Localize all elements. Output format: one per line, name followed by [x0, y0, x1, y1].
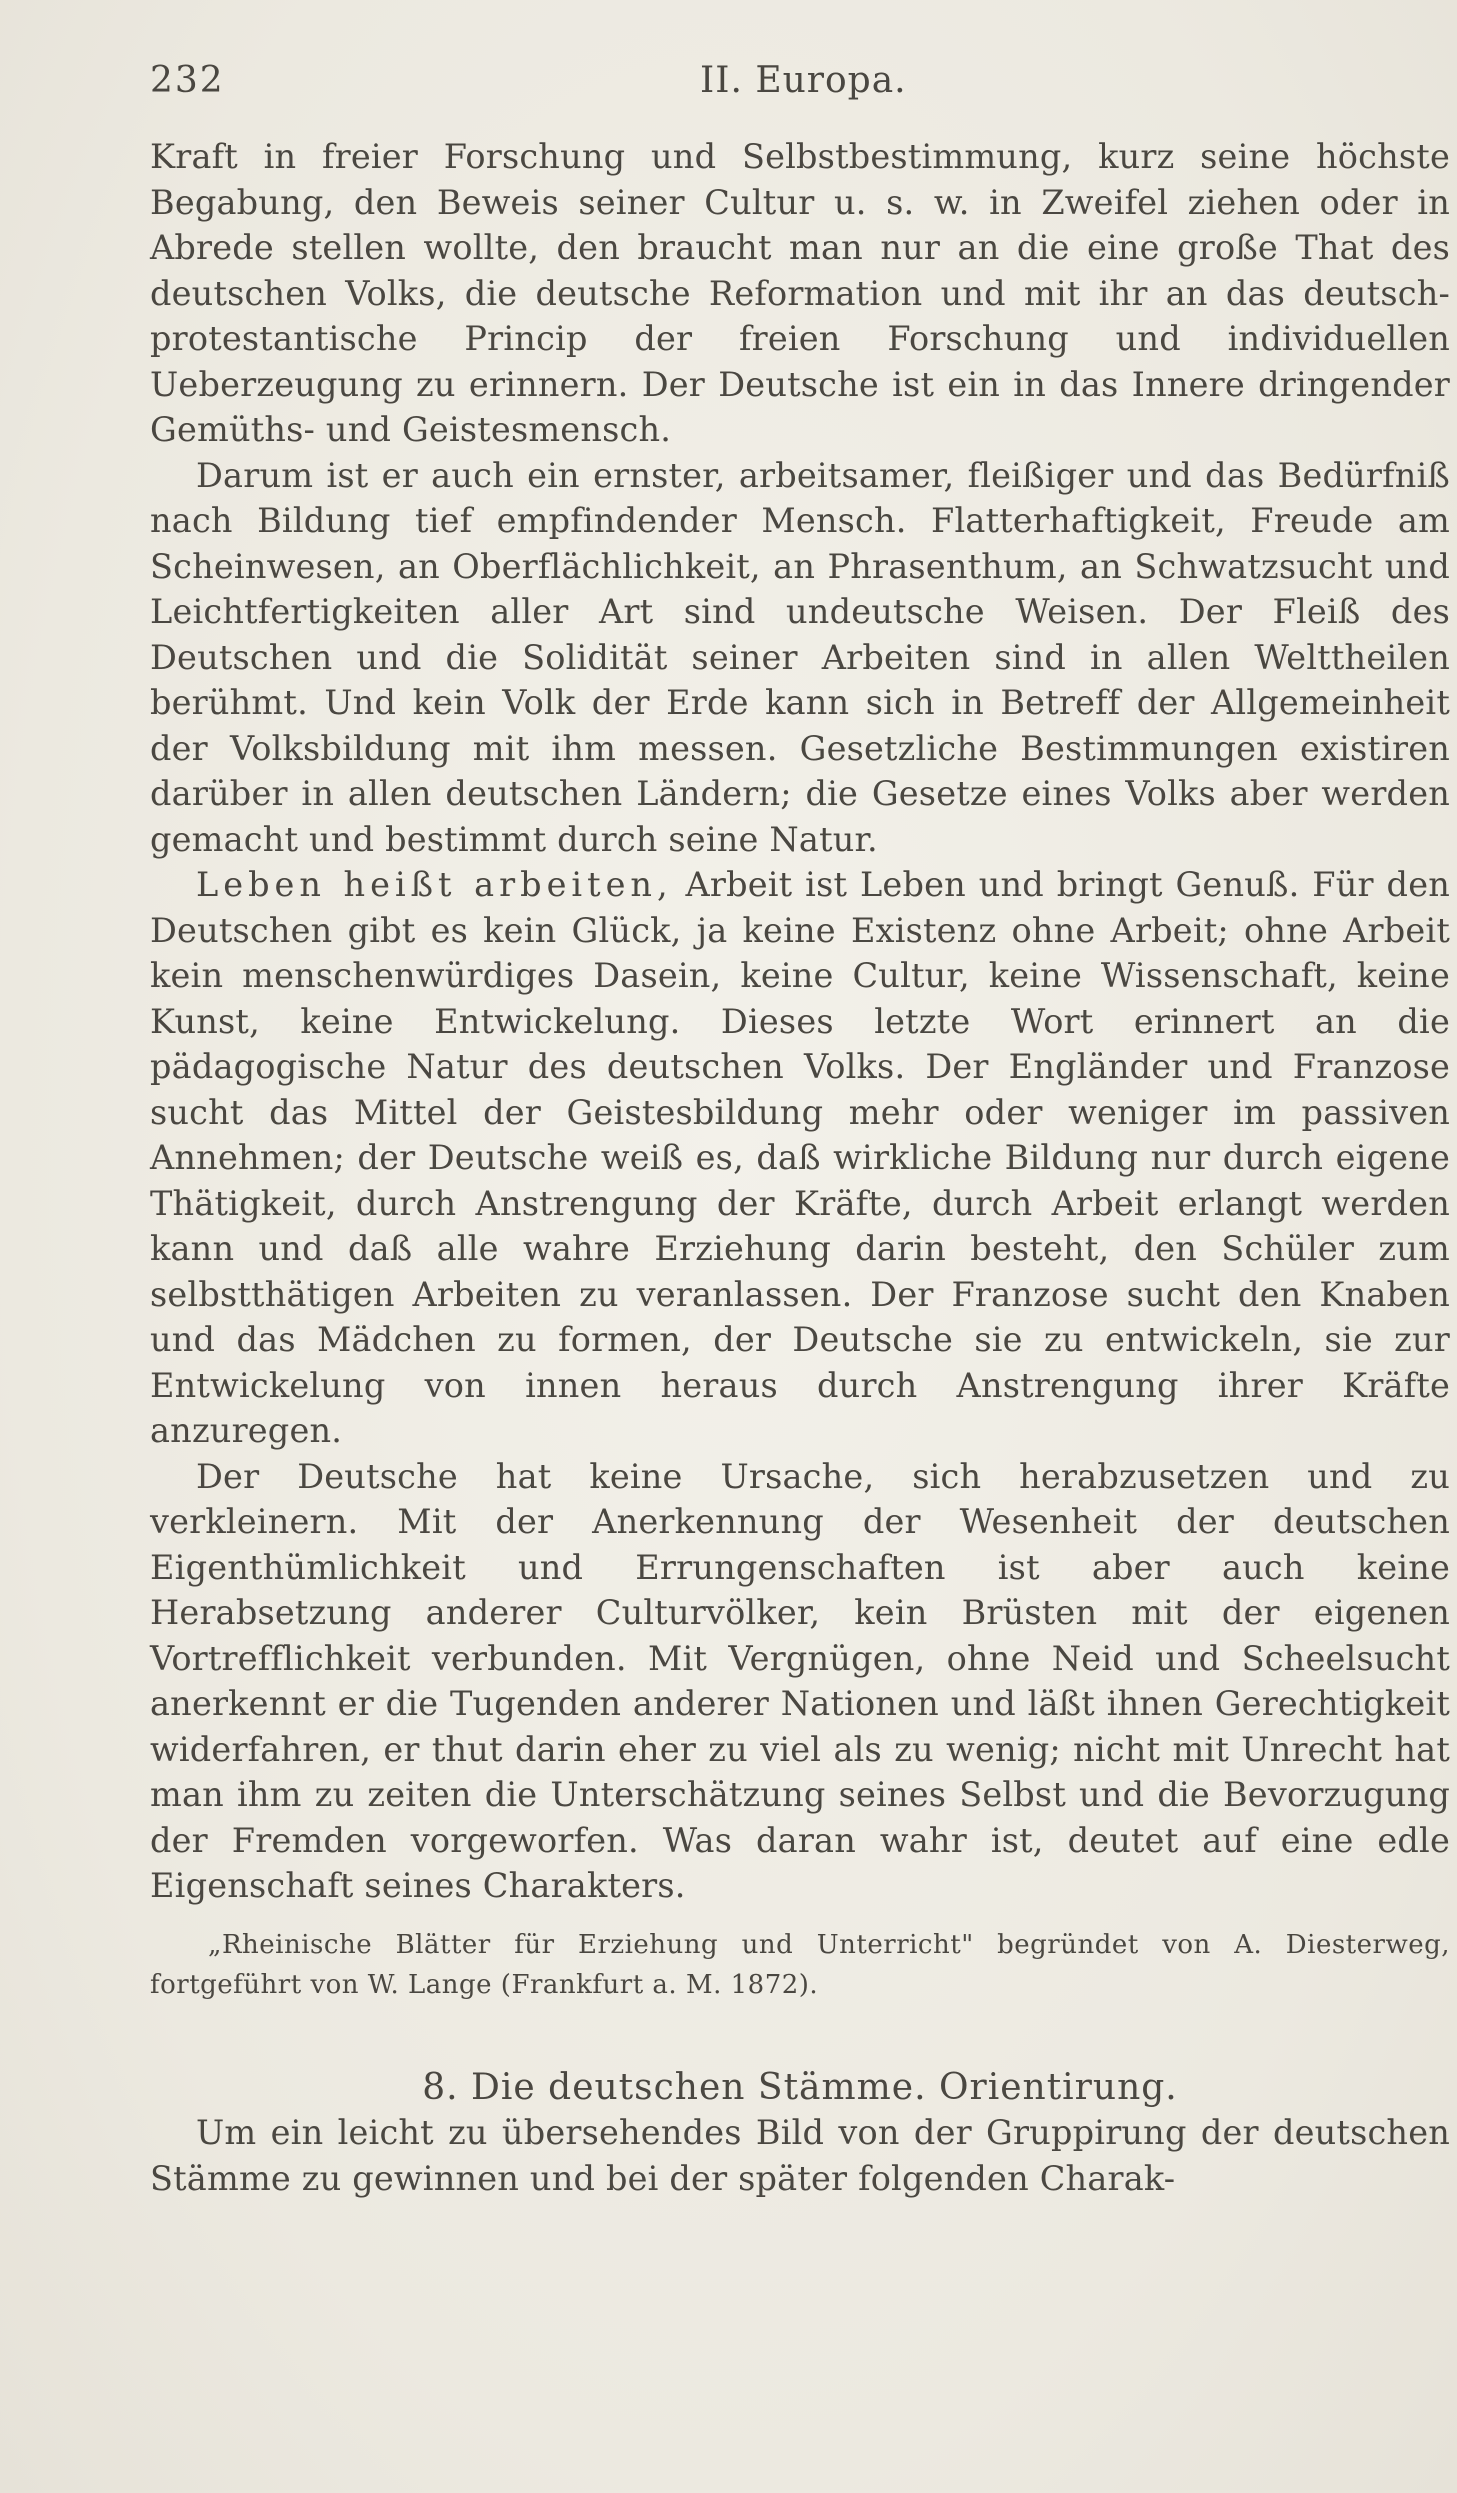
- section-heading: 8. Die deutschen Stämme. Orientirung.: [422, 2066, 1178, 2108]
- running-head: II. Europa.: [700, 60, 907, 101]
- source-citation: „Rheinische Blätter für Erziehung und Unterricht" begründet von A. Diesterweg, fortgeführt von W. Lange (Frankfurt a. M. 1872).: [150, 1929, 1450, 2000]
- page-header: [150, 60, 1450, 120]
- paragraph-2: Darum ist er auch ein ernster, arbeitsamer, fleißiger und das Bedürfniß nach Bildung tief empfindender Mensch. Flatterhaftigkeit, Freude am Scheinwesen, an Oberflächlichkeit, an Phrasenthum, an Schwatzsucht und Leichtfertigkeiten aller Art sind undeutsche Weisen. Der Fleiß des Deutschen und die Solidität seiner Arbeiten sind in allen Welttheilen berühmt. Und kein Volk der Erde kann sich in Betreff der Allgemeinheit der Volksbildung mit ihm messen. Gesetzliche Bestimmungen existiren darüber in allen deutschen Ländern; die Gesetze eines Volks aber werden gemacht und bestimmt durch seine Natur.: [150, 455, 1450, 859]
- paragraph-1: Kraft in freier Forschung und Selbstbestimmung, kurz seine höchste Begabung, den Beweis seiner Cultur u. s. w. in Zweifel ziehen oder in Abrede stellen wollte, den braucht man nur an die eine große That des deutschen Volks, die deutsche Reformation und mit ihr an das deutsch-protestantische Princip der freien Forschung und individuellen Ueberzeugung zu erinnern. Der Deutsche ist ein in das Innere dringender Gemüths- und Geistesmensch.: [150, 137, 1450, 449]
- paragraph-3-text: Arbeit ist Leben und bringt Genuß. Für den Deutschen gibt es kein Glück, ja keine Existenz ohne Arbeit; ohne Arbeit kein menschenwürdiges Dasein, keine Cultur, keine Wissenschaft, keine Kunst, keine Entwickelung. Dieses letzte Wort erinnert an die pädagogische Natur des deutschen Volks. Der Engländer und Franzose sucht das Mittel der Geistesbildung mehr oder weniger im passiven Annehmen; der Deutsche weiß es, daß wirkliche Bildung nur durch eigene Thätigkeit, durch Anstrengung der Kräfte, durch Arbeit erlangt werden kann und daß alle wahre Erziehung darin besteht, den Schüler zum selbstthätigen Arbeiten zu veranlassen. Der Franzose sucht den Knaben und das Mädchen zu formen, der Deutsche sie zu entwickeln, sie zur Entwickelung von innen heraus durch Anstrengung ihrer Kräfte anzuregen.: [150, 865, 1450, 1450]
- section-paragraph: Um ein leicht zu übersehendes Bild von der Gruppirung der deutschen Stämme zu gewinnen und bei der später folgenden Charak-: [150, 2113, 1450, 2198]
- body-text: [150, 134, 1450, 2201]
- page-number: 232: [150, 60, 225, 101]
- paragraph-3: [150, 862, 1450, 1454]
- paragraph-4: Der Deutsche hat keine Ursache, sich herabzusetzen und zu verkleinern. Mit der Anerkennung der Wesenheit der deutschen Eigenthümlichkeit und Errungenschaften ist aber auch keine Herabsetzung anderer Culturvölker, kein Brüsten mit der eigenen Vortrefflichkeit verbunden. Mit Vergnügen, ohne Neid und Scheelsucht anerkennt er die Tugenden anderer Nationen und läßt ihnen Gerechtigkeit widerfahren, er thut darin eher zu viel als zu wenig; nicht mit Unrecht hat man ihm zu zeiten die Unterschätzung seines Selbst und die Bevorzugung der Fremden vorgeworfen. Was daran wahr ist, deutet auf eine edle Eigenschaft seines Charakters.: [150, 1456, 1450, 1905]
- spaced-lead-phrase: Leben heißt arbeiten,: [196, 865, 673, 904]
